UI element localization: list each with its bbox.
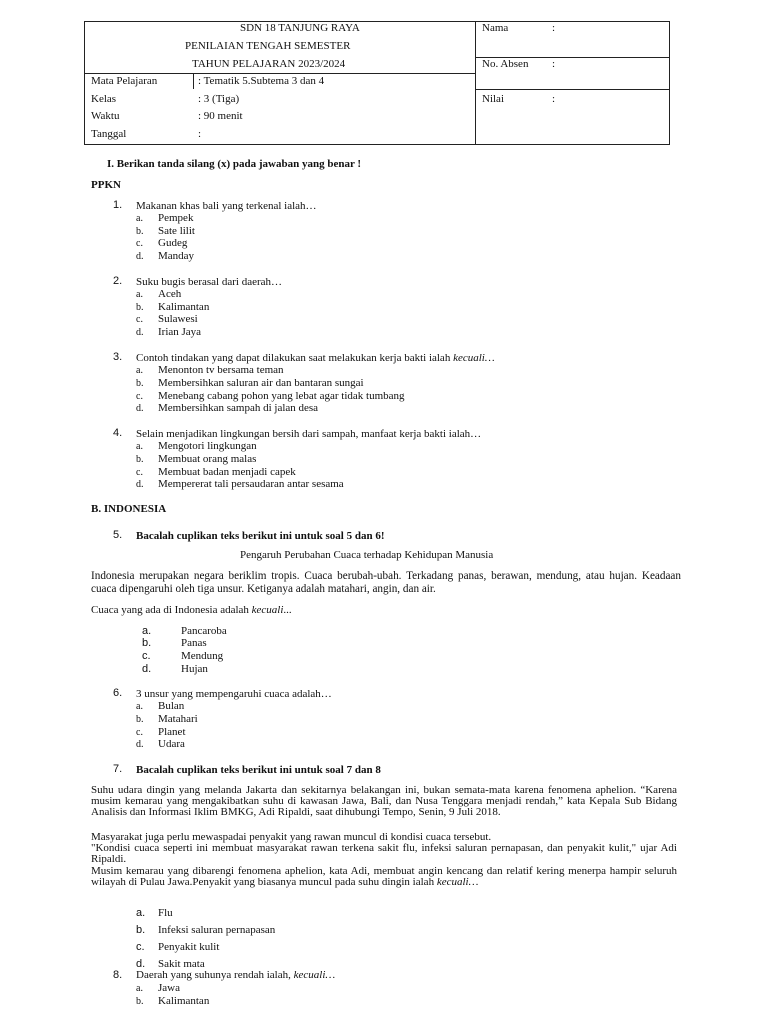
- question-text: Bacalah cuplikan teks berikut ini untuk soal 5 dan 6!: [136, 530, 385, 542]
- option-label: d.: [136, 251, 144, 262]
- passage-question: [91, 604, 292, 616]
- option-text: Flu: [158, 907, 173, 919]
- option-text: Planet: [158, 726, 186, 738]
- passage-body: Indonesia merupakan negara beriklim tropis. Cuaca berubah-ubah. Terkadang panas, berawan, mendung, atau hujan. Keadaan cuaca dipengaruhi oleh tiga unsur. Ketiganya adalah matahari, angin, dan air.: [91, 570, 681, 595]
- option-label: b.: [136, 378, 144, 389]
- option-text: Kalimantan: [158, 301, 210, 313]
- question-text-main: Contoh tindakan yang dapat dilakukan saat melakukan kerja bakti ialah: [136, 352, 454, 364]
- option-label: c.: [136, 467, 143, 478]
- option-text: Penyakit kulit: [158, 941, 220, 953]
- option-text: Membersihkan sampah di jalan desa: [158, 402, 319, 414]
- school-name: SDN 18 TANJUNG RAYA: [240, 22, 360, 34]
- option-text: Jawa: [158, 982, 180, 994]
- option-text: Kalimantan: [158, 995, 210, 1007]
- option-text: Menonton tv bersama teman: [158, 364, 284, 376]
- field-label-time: Waktu: [91, 110, 120, 122]
- field-label-name: Nama: [482, 22, 509, 34]
- option-text: Mengotori lingkungan: [158, 440, 257, 452]
- option-text: Pancaroba: [181, 625, 227, 637]
- passage-question-emphasis: kecuali: [251, 604, 284, 616]
- question-text-emphasis: kecuali…: [453, 352, 495, 364]
- option-label: a.: [136, 983, 143, 994]
- question-number: 3.: [113, 351, 123, 363]
- option-label: c.: [136, 941, 145, 953]
- option-label: d.: [142, 663, 152, 675]
- option-label: a.: [136, 365, 143, 376]
- passage-title: Pengaruh Perubahan Cuaca terhadap Kehidupan Manusia: [240, 549, 494, 561]
- field-value-time: : 90 menit: [198, 110, 243, 122]
- header-right-line-2: [475, 89, 670, 90]
- option-text: Panas: [181, 637, 207, 649]
- option-label: a.: [136, 701, 143, 712]
- option-text: Sulawesi: [158, 313, 198, 325]
- option-text: Hujan: [181, 663, 208, 675]
- option-label: c.: [136, 727, 143, 738]
- passage-question-main: Cuaca yang ada di Indonesia adalah: [91, 604, 252, 616]
- option-label: b.: [136, 302, 144, 313]
- option-label: b.: [142, 637, 152, 649]
- question-number: 5.: [113, 529, 123, 541]
- question-number: 1.: [113, 199, 123, 211]
- field-label-class: Kelas: [91, 93, 117, 105]
- option-text: Membuat badan menjadi capek: [158, 466, 296, 478]
- passage-question-end: ...: [283, 604, 292, 616]
- option-label: a.: [136, 289, 143, 300]
- option-label: a.: [136, 213, 143, 224]
- question-number: 2.: [113, 275, 123, 287]
- instruction: I. Berikan tanda silang (x) pada jawaban yang benar !: [107, 158, 362, 170]
- option-label: d.: [136, 327, 144, 338]
- field-label-score: Nilai: [482, 93, 504, 105]
- option-text: Pempek: [158, 212, 194, 224]
- section-ppkn: PPKN: [91, 179, 121, 191]
- option-text: Menebang cabang pohon yang lebat agar tidak tumbang: [158, 390, 405, 402]
- option-text: Udara: [158, 738, 185, 750]
- option-text: Membersihkan saluran air dan bantaran sungai: [158, 377, 364, 389]
- option-label: b.: [136, 996, 144, 1007]
- option-text: Mendung: [181, 650, 224, 662]
- option-text: Membuat orang malas: [158, 453, 257, 465]
- field-label-date: Tanggal: [91, 128, 127, 140]
- option-text: Aceh: [158, 288, 182, 300]
- option-text: Matahari: [158, 713, 198, 725]
- question-number: 6.: [113, 687, 123, 699]
- passage-paragraph-main: Musim kemarau yang dibarengi fenomena aphelion, kata Adi, membuat angin kencang dan relatif kering menerpa hampir seluruh wilayah di Pulau Jawa.Penyakit yang biasanya muncul pada suhu dingin ialah: [91, 865, 677, 888]
- question-text: [136, 969, 335, 981]
- option-label: c.: [136, 238, 143, 249]
- header-divider: [475, 21, 476, 145]
- question-number: 4.: [113, 427, 123, 439]
- passage-paragraph: Suhu udara dingin yang melanda Jakarta dan sekitarnya belakangan ini, bukan semata-mata karena fenomena aphelion. “Karena musim kemarau yang mengakibatkan suhu di kawasan Jawa, Bali, dan Nusa Tenggara menjadi rendah,” kata Kepala Sub Bidang Analisis dan Informasi Iklim BMKG, Adi Ripaldi, saat dihubungi Tempo, Senin, 9 Juli 2018.: [91, 784, 677, 818]
- option-label: a.: [136, 907, 146, 919]
- question-text: [136, 352, 495, 364]
- field-value-score: :: [552, 93, 556, 105]
- question-number: 8.: [113, 969, 123, 981]
- passage-paragraph: "Kondisi cuaca seperti ini membuat masyarakat rawan terkena sakit flu, infeksi saluran pernapasan, dan penyakit kulit," ujar Adi Ripaldi.: [91, 842, 677, 865]
- field-value-date: :: [198, 128, 202, 140]
- section-indonesia: B. INDONESIA: [91, 503, 167, 515]
- header-table: [84, 21, 670, 145]
- question-text: Selain menjadikan lingkungan bersih dari sampah, manfaat kerja bakti ialah…: [136, 428, 482, 440]
- option-text: Sakit mata: [158, 958, 205, 970]
- option-text: Mempererat tali persaudaran antar sesama: [158, 478, 344, 490]
- field-value-absen: :: [552, 58, 556, 70]
- option-label: c.: [136, 391, 143, 402]
- passage-paragraph: [91, 866, 677, 888]
- question-text: Makanan khas bali yang terkenal ialah…: [136, 200, 317, 212]
- exam-title: PENILAIAN TENGAH SEMESTER: [185, 40, 351, 52]
- option-text: Sate lilit: [158, 225, 195, 237]
- option-label: c.: [136, 314, 143, 325]
- option-label: a.: [136, 441, 143, 452]
- option-label: b.: [136, 226, 144, 237]
- option-label: d.: [136, 739, 144, 750]
- option-label: d.: [136, 958, 146, 970]
- passage-paragraph-emphasis: kecuali…: [436, 876, 479, 888]
- option-text: Gudeg: [158, 237, 188, 249]
- question-text: Suku bugis berasal dari daerah…: [136, 276, 283, 288]
- option-label: d.: [136, 479, 144, 490]
- field-value-class: : 3 (Tiga): [198, 93, 240, 105]
- question-number: 7.: [113, 763, 123, 775]
- header-label-divider: [193, 73, 194, 89]
- field-label-subject: Mata Pelajaran: [91, 75, 158, 87]
- question-text: 3 unsur yang mempengaruhi cuaca adalah…: [136, 688, 332, 700]
- option-label: c.: [142, 650, 151, 662]
- question-text: Bacalah cuplikan teks berikut ini untuk soal 7 dan 8: [136, 764, 381, 776]
- option-label: b.: [136, 714, 144, 725]
- option-label: b.: [136, 454, 144, 465]
- option-text: Bulan: [158, 700, 185, 712]
- option-label: b.: [136, 924, 146, 936]
- option-label: a.: [142, 625, 152, 637]
- field-value-name: :: [552, 22, 556, 34]
- school-year: TAHUN PELAJARAN 2023/2024: [192, 58, 346, 70]
- option-text: Manday: [158, 250, 195, 262]
- option-text: Irian Jaya: [158, 326, 202, 338]
- option-label: d.: [136, 403, 144, 414]
- option-text: Infeksi saluran pernapasan: [158, 924, 276, 936]
- passage-paragraph: Masyarakat juga perlu mewaspadai penyakit yang rawan muncul di kondisi cuaca tersebut.: [91, 831, 492, 843]
- field-value-subject: : Tematik 5.Subtema 3 dan 4: [198, 75, 325, 87]
- question-text-main: Daerah yang suhunya rendah ialah,: [136, 969, 294, 981]
- question-text-emphasis: kecuali…: [293, 969, 336, 981]
- header-row-line: [84, 73, 475, 74]
- field-label-absen: No. Absen: [482, 58, 529, 70]
